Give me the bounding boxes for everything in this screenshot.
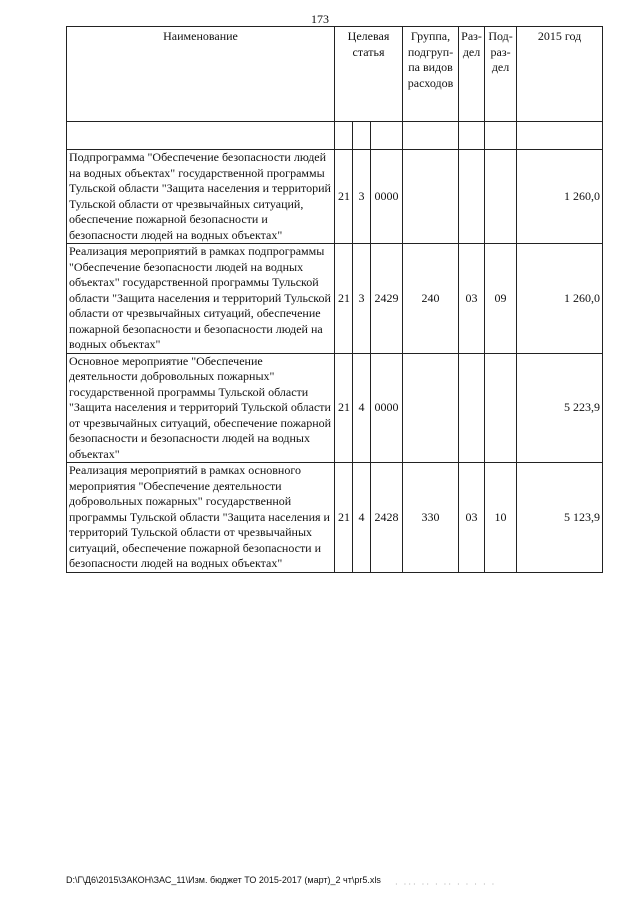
row-expense-group [403,150,459,244]
budget-table [66,26,603,573]
header-subsection: Под-раз-дел [485,27,517,122]
row-amount: 1 260,0 [517,150,603,244]
row-direction-code: 2428 [371,463,403,573]
footer-file-path: D:\Г\Д6\2015\ЗАКОН\ЗАС_11\Изм. бюджет ТО 2015-2017 (март)_2 чт\pr5.xls [66,875,381,885]
row-section [459,150,485,244]
row-subprogram-code: 3 [353,244,371,354]
row-name: Реализация мероприятий в рамках основного мероприятия "Обеспечение деятельности добровольных пожарных" государственной программы Тульской области "Защита населения и территорий Тульской области от чрезвычайных ситуаций, обеспечение пожарной безопасности и безопасности людей на водных объектах" [67,463,335,573]
row-name: Подпрограмма "Обеспечение безопасности людей на водных объектах" государственной программы Тульской области "Защита населения и территорий Тульской области от чрезвычайных ситуаций, обеспечение пожарной безопасности и безопасности людей на водных объектах" [67,150,335,244]
row-name: Основное мероприятие "Обеспечение деятельности добровольных пожарных" государственной программы Тульской области "Защита населения и территорий Тульской области от чрезвычайных ситуаций, обеспечение пожарной безопасности и безопасности людей на водных объектах" [67,353,335,463]
row-amount: 5 223,9 [517,353,603,463]
row-subsection [485,150,517,244]
row-amount: 1 260,0 [517,244,603,354]
row-direction-code: 0000 [371,353,403,463]
row-direction-code: 2429 [371,244,403,354]
row-name: Реализация мероприятий в рамках подпрограммы "Обеспечение безопасности людей на водных объектах" государственной программы Тульской области "Защита населения и территорий Тульской области от чрезвычайных ситуаций, обеспечение пожарной безопасности и безопасности людей на водных объектах" [67,244,335,354]
row-subprogram-code: 4 [353,353,371,463]
header-target-article: Целевая статья [335,27,403,122]
row-section: 03 [459,244,485,354]
header-row [67,27,603,122]
row-program-code: 21 [335,150,353,244]
row-expense-group: 330 [403,463,459,573]
row-section: 03 [459,463,485,573]
header-expense-group: Группа, подгруп-па видов расходов [403,27,459,122]
row-section [459,353,485,463]
table-row [67,244,603,354]
row-subsection [485,353,517,463]
footer-marks: · ··· ·· · ·· · · · · · [395,880,497,889]
header-year: 2015 год [517,27,603,122]
row-direction-code: 0000 [371,150,403,244]
table-row [67,463,603,573]
table-row [67,150,603,244]
row-expense-group [403,353,459,463]
row-subsection: 10 [485,463,517,573]
row-subsection: 09 [485,244,517,354]
table-row [67,353,603,463]
header-name: Наименование [67,27,335,122]
row-subprogram-code: 3 [353,150,371,244]
spacer-row [67,122,603,150]
row-program-code: 21 [335,244,353,354]
row-expense-group: 240 [403,244,459,354]
row-program-code: 21 [335,353,353,463]
row-amount: 5 123,9 [517,463,603,573]
row-subprogram-code: 4 [353,463,371,573]
page-number: 173 [311,12,329,26]
header-section: Раз-дел [459,27,485,122]
row-program-code: 21 [335,463,353,573]
